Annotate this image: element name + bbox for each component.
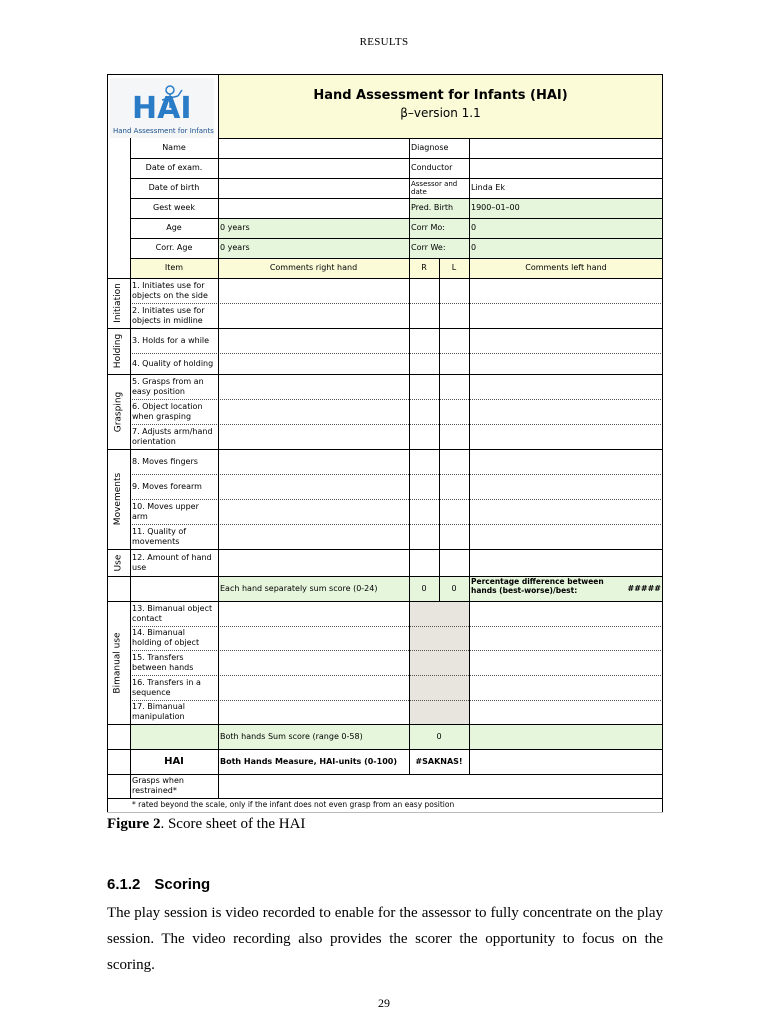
table-rule <box>107 812 663 813</box>
row-separator <box>130 499 663 500</box>
svg-text:HAI: HAI <box>132 91 192 126</box>
item-row: 14. Bimanual holding of object <box>132 628 200 647</box>
column-header-r: R <box>421 263 427 272</box>
table-rule <box>662 74 663 812</box>
row-separator <box>130 650 663 651</box>
figure-caption-text: . Score sheet of the HAI <box>160 816 306 832</box>
section-number: 6.1.2 <box>107 876 141 893</box>
running-head: RESULTS <box>359 36 409 48</box>
item-row: 13. Bimanual object contact <box>132 603 213 623</box>
field-value-gest-week[interactable] <box>218 198 409 218</box>
category-grasping: Grasping <box>113 391 124 432</box>
field-value-corr-we[interactable]: 0 <box>471 243 477 252</box>
field-label-corr-age: Corr. Age <box>155 243 193 252</box>
table-rule <box>107 749 663 750</box>
table-rule <box>107 328 663 329</box>
field-label-date-birth: Date of birth <box>148 183 200 192</box>
field-label-age: Age <box>166 223 182 232</box>
table-rule <box>130 198 663 199</box>
section-heading <box>107 876 210 893</box>
table-rule <box>107 576 663 577</box>
row-separator <box>130 675 663 676</box>
item-row: 7. Adjusts arm/hand orientation <box>132 426 213 446</box>
section-title: Scoring <box>154 876 211 893</box>
table-rule <box>130 158 663 159</box>
item-row: 12. Amount of hand use <box>132 552 212 572</box>
column-header-item: Item <box>164 263 184 272</box>
field-value-diagnose[interactable] <box>469 138 663 158</box>
field-value-age[interactable]: 0 years <box>220 223 250 232</box>
column-header-comments-right: Comments right hand <box>269 263 358 272</box>
svg-text:Hand Assessment for Infants: Hand Assessment for Infants <box>113 127 214 135</box>
both-sum-value: 0 <box>436 731 442 741</box>
grasps-restrained-label: Grasps when restrained* <box>132 776 184 795</box>
percentage-difference-label: Percentage difference between hands (best-worse)/best: <box>471 577 604 595</box>
field-label-conductor: Conductor <box>411 163 453 172</box>
item-row: 5. Grasps from an easy position <box>132 376 204 396</box>
field-value-corr-mo[interactable]: 0 <box>471 223 477 232</box>
column-header-comments-left: Comments left hand <box>525 263 607 272</box>
table-rule <box>218 138 663 139</box>
field-label-gest-week: Gest week <box>153 203 195 212</box>
table-rule <box>107 278 663 279</box>
item-row: 9. Moves forearm <box>132 481 202 491</box>
field-label-assessor: Assessor and date <box>411 180 458 196</box>
footnote: * rated beyond the scale, only if the infant does not even grasp from an easy position <box>132 800 455 809</box>
form-version: β–version 1.1 <box>400 106 481 120</box>
table-rule <box>130 218 663 219</box>
row-separator <box>130 474 663 475</box>
table-rule <box>409 138 410 774</box>
hai-measure-value: #SAKNAS! <box>415 756 463 766</box>
field-label-name: Name <box>162 143 186 152</box>
hai-logo-mark <box>110 78 214 138</box>
table-rule <box>107 724 663 725</box>
table-rule <box>107 74 108 812</box>
row-separator <box>130 303 663 304</box>
page-number: 29 <box>378 996 390 1010</box>
item-row: 4. Quality of holding <box>132 358 214 368</box>
item-row: 6. Object location when grasping <box>132 401 203 421</box>
category-movements: Movements <box>113 472 123 526</box>
sum-row-label: Each hand separately sum score (0-24) <box>220 583 378 593</box>
item-row: 1. Initiates use for objects on the side <box>132 280 208 300</box>
category-bimanual-use: Bimanual use <box>113 631 124 694</box>
field-value-conductor[interactable] <box>469 158 663 178</box>
item-row: 3. Holds for a while <box>132 335 210 345</box>
item-row: 10. Moves upper arm <box>132 501 199 521</box>
field-label-pred-birth: Pred. Birth <box>411 203 454 212</box>
sum-l-value: 0 <box>451 583 457 593</box>
item-row: 11. Quality of movements <box>132 526 187 546</box>
bimanual-rl-shade <box>409 601 469 724</box>
table-rule <box>107 774 663 775</box>
table-rule <box>130 138 131 798</box>
field-value-pred-birth[interactable]: 1900–01–00 <box>471 203 520 212</box>
field-label-corr-mo: Corr Mo: <box>411 223 445 232</box>
percentage-difference-value: ##### <box>627 583 661 593</box>
hai-logo <box>110 78 214 138</box>
table-rule <box>107 549 663 550</box>
field-value-name[interactable] <box>218 138 409 158</box>
hai-measure-label: Both Hands Measure, HAI-units (0-100) <box>220 756 397 766</box>
table-rule <box>107 449 663 450</box>
field-label-diagnose: Diagnose <box>411 143 449 152</box>
body-paragraph: The play session is video recorded to enable for the assessor to fully concentrate on the play session. The video recording also provides the scorer the opportunity to focus on the scoring. <box>107 905 663 973</box>
table-rule <box>218 74 219 798</box>
row-separator <box>130 424 663 425</box>
both-sum-label: Both hands Sum score (range 0-58) <box>220 731 363 741</box>
hai-score-sheet <box>107 74 663 812</box>
item-row: 17. Bimanual manipulation <box>132 702 185 721</box>
table-rule <box>107 601 663 602</box>
field-value-date-exam[interactable] <box>218 158 409 178</box>
figure-label: Figure 2 <box>107 816 161 832</box>
field-value-corr-age[interactable]: 0 years <box>220 243 250 252</box>
field-value-date-birth[interactable] <box>218 178 409 198</box>
row-separator <box>130 524 663 525</box>
item-row: 16. Transfers in a sequence <box>132 677 201 697</box>
item-row: 8. Moves fingers <box>132 456 198 466</box>
category-initiation: Initiation <box>113 283 123 323</box>
row-separator <box>130 399 663 400</box>
table-rule <box>439 258 440 601</box>
category-use: Use <box>112 554 123 571</box>
table-rule <box>130 178 663 179</box>
table-rule <box>107 798 663 799</box>
column-header-l: L <box>451 263 457 272</box>
item-row: 15. Transfers between hands <box>132 652 194 672</box>
sum-r-value: 0 <box>421 583 427 593</box>
field-value-assessor[interactable]: Linda Ek <box>471 183 505 192</box>
table-rule <box>107 74 663 75</box>
table-rule <box>130 258 663 259</box>
category-holding: Holding <box>113 333 123 369</box>
table-rule <box>469 138 470 774</box>
field-label-corr-we: Corr We: <box>411 243 446 252</box>
item-row: 2. Initiates use for objects in midline <box>132 305 205 325</box>
hai-row-label: HAI <box>164 755 184 767</box>
table-rule <box>130 238 663 239</box>
table-rule <box>107 374 663 375</box>
row-separator <box>130 626 663 627</box>
field-label-date-exam: Date of exam. <box>145 163 203 172</box>
form-title: Hand Assessment for Infants (HAI) <box>313 88 568 103</box>
row-separator <box>130 700 663 701</box>
figure-caption <box>107 816 305 833</box>
row-separator <box>130 353 663 354</box>
